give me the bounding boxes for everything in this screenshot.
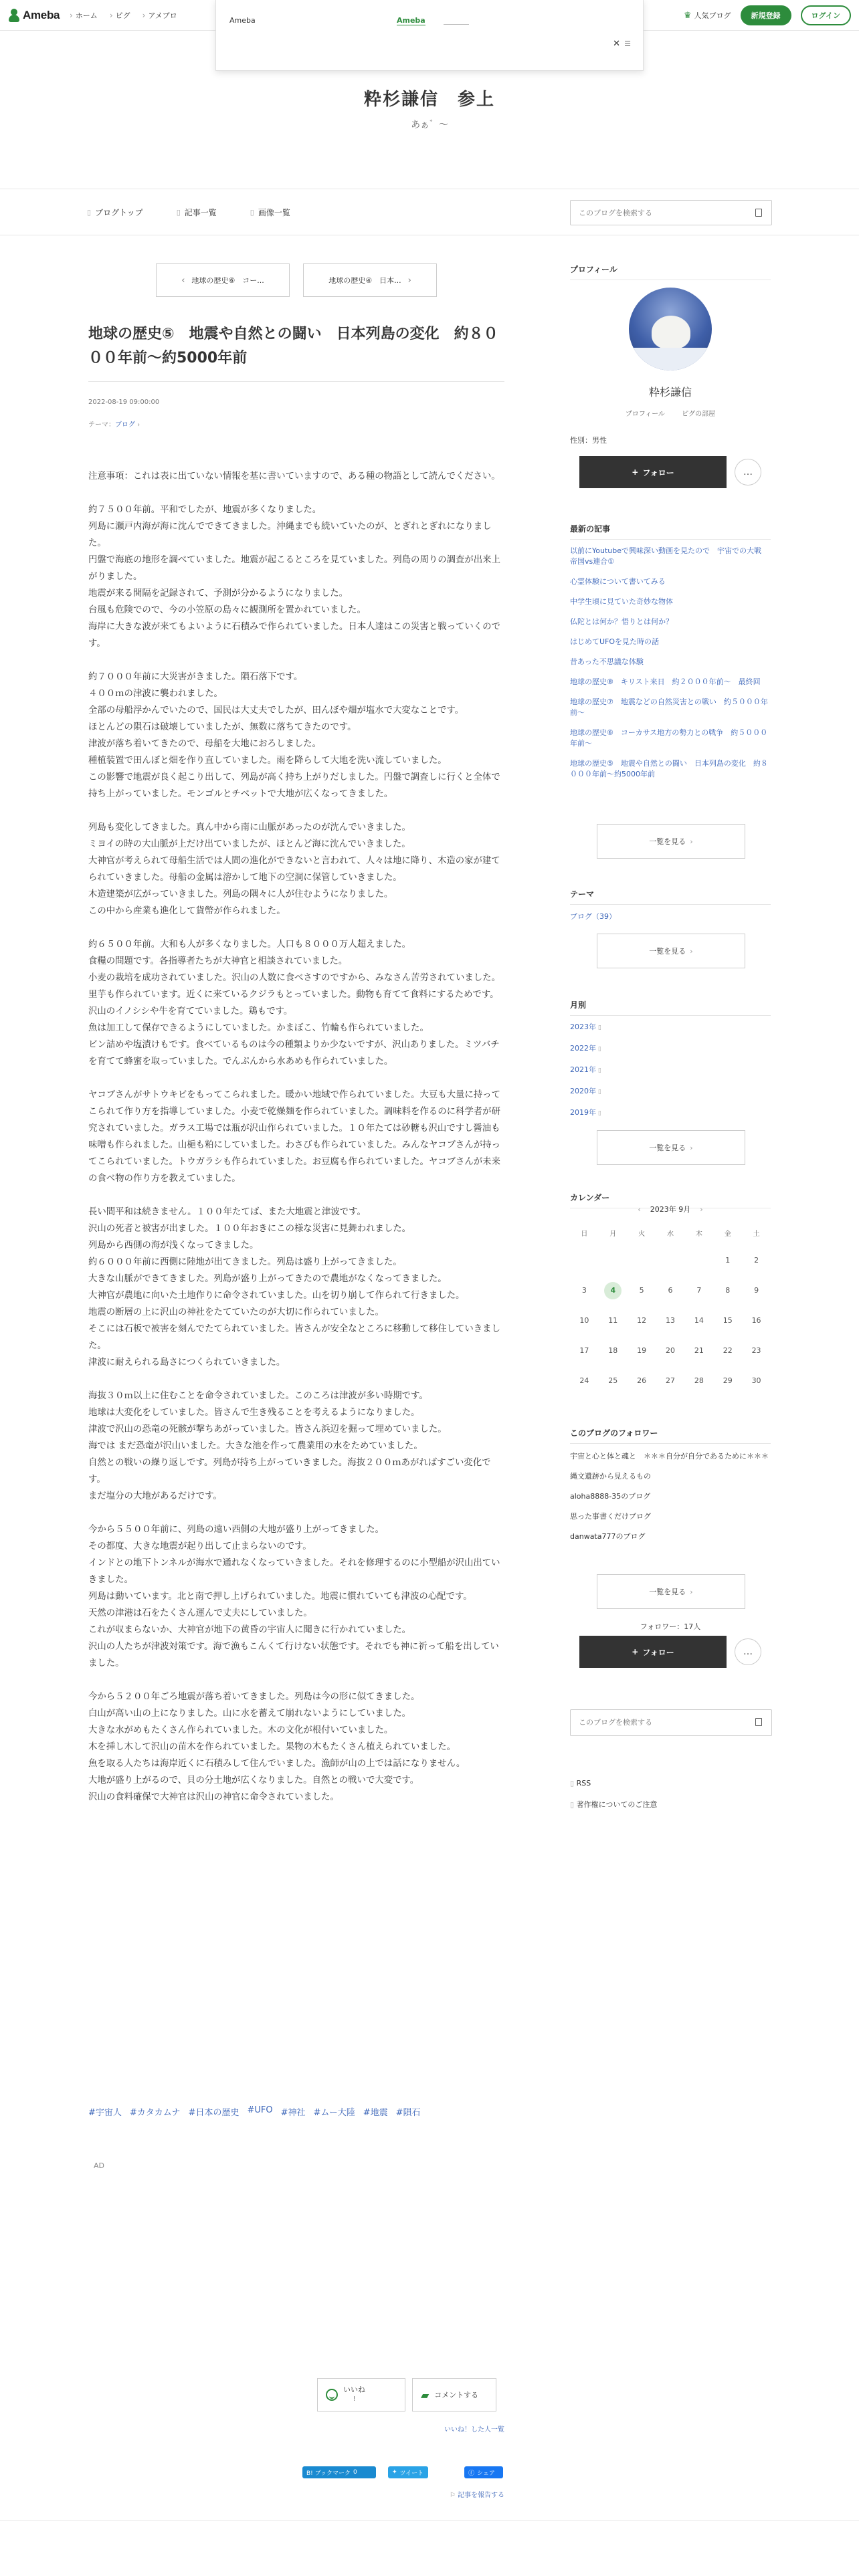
- calendar-weekday: 土: [753, 1230, 760, 1238]
- facebook-icon: ⓕ: [468, 2470, 475, 2477]
- entry-line: この影響で地震が良く起こり出して、列島が高く持ち上がりだしました。円盤で調査しに行くと全体で持ち上がっていました。モンゴルとチベットで大地が広くなってきました。: [88, 772, 500, 799]
- calendar-day-number: 20: [665, 1346, 675, 1355]
- plus-icon: +: [632, 467, 639, 477]
- calendar-day: [684, 1252, 713, 1282]
- calendar-day-number: 28: [694, 1376, 704, 1385]
- entry-line: 地球は大変化をしていました。皆さんで生き残ることを考えるようになりました。: [88, 1408, 420, 1418]
- blog-title[interactable]: 粋杉謙信 参上: [363, 90, 495, 110]
- smile-icon: [326, 2389, 338, 2401]
- ameba-logo-icon: [8, 9, 20, 22]
- entry-line: 種植装置で田んぼと畑を作り直していました。雨を降らして大地を洗い流していました。: [88, 756, 447, 766]
- calendar-day[interactable]: [599, 1372, 628, 1402]
- profile-name[interactable]: 粋杉謙信: [648, 386, 692, 399]
- theme-see-all-button[interactable]: 一覧を見る ›: [597, 934, 745, 968]
- followers-heading: このブログのフォロワー: [570, 1427, 771, 1444]
- hashtag-link[interactable]: #宇宙人: [88, 2108, 122, 2118]
- reaction-bar: [317, 2378, 496, 2411]
- calendar-day[interactable]: [684, 1312, 713, 1342]
- entry-theme: [88, 419, 140, 429]
- like-label: いいね: [343, 2385, 365, 2394]
- entry-line: 沢山の人たちが津波対策です。海で漁もこんくて行けない状態です。それでも神に祈って船を出していました。: [88, 1642, 499, 1669]
- blog-nav: [0, 189, 859, 235]
- recent-entry-link[interactable]: 地球の歴史⑦ 地震などの自然災害との戦い 約５０００年前〜: [570, 697, 768, 717]
- sidebar-search-box: [570, 1709, 772, 1736]
- entry-line: 今から５２００年ごろ地震が落ち着いてきました。列島は今の形に似てきました。: [88, 1692, 420, 1702]
- sidebar-search-input[interactable]: [577, 1711, 745, 1733]
- calendar-day-number: 6: [668, 1286, 673, 1295]
- follow-label: フォロー: [642, 467, 674, 477]
- entry-paragraph: [88, 1689, 504, 1806]
- calendar-day[interactable]: [713, 1252, 742, 1282]
- entry-line: 全部の母船浮かんでいたので、国民は大丈夫でしたが、田んぼや畑が塩水で大変なことです。: [88, 706, 464, 716]
- entry-line: 海岸に大きな波が来てもよいように石積みで作られていました。日本人達はこの災害と戦っていくのです。: [88, 622, 500, 649]
- entry-line: その都度、大きな地震が起り出して止まらないのです。: [88, 1541, 312, 1551]
- calendar-day-number: 29: [723, 1376, 733, 1385]
- monthly-heading: 月別: [570, 999, 771, 1016]
- comment-button[interactable]: [412, 2378, 496, 2411]
- recent-entry-link[interactable]: 昔あった不思議な体験: [570, 657, 644, 666]
- entry-line: 沢山の食料確保で大神官は沢山の神官に命令されていました。: [88, 1792, 339, 1802]
- entry-line: ほとんどの隕石は破壊していましたが、無数に落ちてきたのです。: [88, 722, 357, 732]
- entry-title: 地球の歴史⑤ 地震や自然との闘い 日本列島の変化 約８０００年前〜約5000年前: [88, 326, 498, 366]
- monthly-archive-link[interactable]: 2023年 ▯: [570, 1022, 601, 1043]
- entry-line: 列島から西側の海が浅くなってきました。: [88, 1241, 259, 1251]
- notification-popover: [215, 0, 644, 71]
- calendar-day[interactable]: [742, 1312, 771, 1342]
- calendar-day[interactable]: [742, 1282, 771, 1312]
- entry-line: この中から産業も進化して貨幣が作られました。: [88, 906, 286, 916]
- global-nav-ameblo[interactable]: › アメブロ: [142, 10, 177, 21]
- entry-paragraph: [88, 819, 504, 920]
- calendar-day[interactable]: [713, 1282, 742, 1312]
- entry-line: 大きな山脈ができてきました。列島が盛り上がってきたので農地がなくなってきました。: [88, 1274, 447, 1284]
- entry-line: 注意事項：これは表に出ていない情報を基に書いていますので、ある種の物語として読んでください。: [88, 471, 500, 481]
- follower-link[interactable]: danwata777のブログ: [570, 1532, 646, 1541]
- calendar-day[interactable]: [713, 1372, 742, 1402]
- login-button[interactable]: ログイン: [801, 5, 851, 25]
- calendar-weekday: 日: [581, 1230, 588, 1238]
- calendar-day[interactable]: [628, 1342, 656, 1372]
- blog-search-box: [570, 200, 772, 225]
- entry-line: 木を挿し木して沢山の苗木を作られていました。果物の木もたくさん植えられていました。: [88, 1742, 456, 1752]
- hashtag-link[interactable]: #UFO: [247, 2105, 273, 2115]
- recent-entry-link[interactable]: 心霊体験について書いてみる: [570, 577, 666, 586]
- profile-heading: プロフィール: [570, 263, 771, 280]
- hashtag-link[interactable]: #隕石: [395, 2108, 421, 2118]
- calendar-day-number: 8: [725, 1286, 731, 1295]
- calendar-day-number: 16: [751, 1316, 761, 1325]
- calendar-day[interactable]: [599, 1342, 628, 1372]
- blog-nav-top[interactable]: ▯ ブログトップ: [87, 207, 143, 218]
- comment-icon: ▰: [421, 2388, 430, 2401]
- followers-list: [570, 1451, 771, 1551]
- like-list-link[interactable]: いいね！した人一覧: [444, 2426, 504, 2434]
- follower-link[interactable]: 縄文遺跡から見えるもの: [570, 1472, 651, 1481]
- calendar-title: [570, 1204, 771, 1214]
- global-nav-pigg[interactable]: › ピグ: [110, 10, 130, 21]
- entry-line: 魚を取る人たちは海岸近くに石積みして住んでいました。漁師が山の上では話になりません。: [88, 1759, 466, 1769]
- calendar-day-number: 13: [665, 1316, 675, 1325]
- follow-button[interactable]: [579, 456, 727, 488]
- entry-line: 大神官が農地に向いた土地作りに命令されていました。山を切り崩して作られて行きました。: [88, 1291, 465, 1301]
- entry-line: そこには石板で被害を刻んでたてられていました。皆さんが安全なところに移動して移住していきました。: [88, 1324, 500, 1351]
- blog-search-input[interactable]: [577, 201, 745, 224]
- calendar-day-number: 3: [581, 1286, 587, 1295]
- entry-line: 地震の断層の上に沢山の神社をたてていたのが大切に作られていました。: [88, 1307, 384, 1317]
- calendar-day[interactable]: [628, 1282, 656, 1312]
- hashtag-link[interactable]: #神社: [280, 2108, 306, 2118]
- like-text: [343, 2385, 365, 2404]
- calendar-day[interactable]: [713, 1312, 742, 1342]
- entry-line: 大神官が考えられて母船生活では人間の進化ができないと言われて、人々は地に降り、木造の家が建てられていきました。母船の金属は溶かして地下の空洞に保管していきました。: [88, 856, 500, 883]
- entry-line: 自然との戦いの繰り返しです。列島が持ち上がっていきました。海抜２００ｍあがればすごい変化です。: [88, 1458, 491, 1485]
- entry-line: 約６０００年前に西側に陸地が出てきました。列島は盛り上がってきました。: [88, 1257, 402, 1267]
- facebook-share-button[interactable]: [464, 2466, 503, 2478]
- entry-line: 約６５００年前。大和も人が多くなりました。人口も８０００万人超えました。: [88, 940, 411, 950]
- calendar-day[interactable]: [684, 1342, 713, 1372]
- entry-line: 食糧の問題です。各指導者たちが大神官と相談されていました。: [88, 956, 348, 966]
- recent-see-all-button[interactable]: 一覧を見る ›: [597, 824, 745, 859]
- crown-icon: ♛: [683, 10, 692, 21]
- follow-label: フォロー: [642, 1647, 674, 1657]
- recent-entry-link[interactable]: 以前にYoutubeで興味深い動画を見たので 宇宙での大戦 帝国vs連合①: [570, 546, 769, 566]
- entry-line: 長い間平和は続きません。１００年たてば、また大地震と津波です。: [88, 1207, 366, 1217]
- entry-divider: [88, 381, 504, 382]
- hashtag-link[interactable]: #日本の歴史: [188, 2108, 240, 2118]
- calendar-day: [656, 1252, 685, 1282]
- entry-date: 2022-08-19 09:00:00: [88, 399, 160, 406]
- entry-theme-label: テーマ：: [88, 421, 115, 429]
- tweet-label: ツイート: [399, 2470, 424, 2477]
- calendar-weekday: 金: [724, 1230, 731, 1238]
- entry-line: ヤコブさんがサトウキビをもってこられました。暖かい地域で作られていました。大豆も大量に持ってこられて作り方を指導していました。小麦で乾燥麺を作られていました。調味料を作るのに科学者が研究されていました。ガラス工場では瓶が沢山作られていました。１０年たては砂糖も沢山ですし醤油も味噌も作られました。山梔も粕にしていました。わさびも作られていました。みんなヤコブさんが持ってこられていました。トウガラシも作られていました。お豆腐も作られていました。ヤコブさんが未来の食べ物の作り方を教えていました。: [88, 1090, 500, 1184]
- entry-line: 津波で沢山の恐竜の死骸が撃ちあがっていました。皆さん浜辺を掘って埋めていました。: [88, 1424, 447, 1434]
- calendar-day-number: 2: [754, 1256, 759, 1265]
- prev-entry-button[interactable]: ‹ 地球の歴史⑥ コー...: [156, 263, 290, 297]
- register-button[interactable]: 新規登録: [741, 5, 791, 25]
- calendar-day-number: 12: [637, 1316, 647, 1325]
- global-nav: [70, 10, 177, 21]
- blog-description: あぁ゛〜: [411, 120, 448, 130]
- monthly-archive-link[interactable]: 2020年 ▯: [570, 1086, 601, 1107]
- calendar-day[interactable]: [713, 1342, 742, 1372]
- calendar-day-number: 30: [751, 1376, 761, 1385]
- calendar-month: 2023年 9月: [650, 1205, 691, 1214]
- calendar-weekday: 水: [666, 1230, 674, 1238]
- calendar-day-number: 14: [694, 1316, 704, 1325]
- calendar-grid: [570, 1228, 771, 1402]
- blog-nav-images[interactable]: ▯ 画像一覧: [250, 207, 290, 218]
- global-nav-home[interactable]: › ホーム: [70, 10, 98, 21]
- search-icon[interactable]: [755, 1718, 762, 1726]
- calendar-weekday: 木: [695, 1230, 702, 1238]
- calendar-day-number: 9: [754, 1286, 759, 1295]
- calendar-day-number: 22: [723, 1346, 733, 1355]
- entry-line: 小麦の栽培を成功されていました。沢山の人数に食べさすのですから、みなさん苦労されていました。里芋も作られています。近くに来ているクジラもとっていました。動物も育てて食料にするためです。沢山のイノシシや牛を育てていました。鶏もです。: [88, 973, 500, 1016]
- calendar-next-icon[interactable]: ›: [700, 1205, 703, 1214]
- recent-entry-link[interactable]: 仏陀とは何か？悟りとは何か？: [570, 617, 673, 626]
- calendar-heading: カレンダー: [570, 1192, 771, 1208]
- calendar-day[interactable]: [656, 1312, 685, 1342]
- calendar-weekday: 火: [638, 1230, 646, 1238]
- popover-divider: [444, 24, 469, 25]
- entry-paragraph: [88, 502, 504, 652]
- monthly-see-all-button[interactable]: 一覧を見る ›: [597, 1130, 745, 1165]
- recent-entries-heading: 最新の記事: [570, 523, 771, 540]
- entry-pager: [156, 263, 437, 297]
- entry-line: 円盤で海底の地形を調べていました。地震が起こるところを見ていました。列島の周りの調査が出来上がりました。: [88, 555, 500, 582]
- hashtag-list: [88, 2105, 421, 2118]
- theme-heading: テーマ: [570, 888, 771, 905]
- calendar-day: [628, 1252, 656, 1282]
- calendar-day-number: 5: [639, 1286, 644, 1295]
- entry-line: 海では まだ恐竜が沢山いました。大きな池を作って農業用の水をためていました。: [88, 1441, 423, 1451]
- entry-line: 列島も変化してきました。真ん中から南に山脈があったのが沈んでいきました。: [88, 823, 411, 833]
- like-count: !: [353, 2395, 356, 2403]
- rss-link[interactable]: ▯ RSS: [570, 1779, 591, 1788]
- entry-line: 天然の津港は石をたくさん運んで丈夫にしていました。: [88, 1608, 312, 1618]
- recent-entries-list: [570, 546, 771, 789]
- calendar-day-number: 24: [579, 1376, 589, 1385]
- calendar-day[interactable]: [570, 1342, 599, 1372]
- recent-entry-link[interactable]: 中学生頃に見ていた奇妙な物体: [570, 597, 673, 606]
- popular-blog-label: 人気ブログ: [694, 11, 731, 20]
- calendar-day[interactable]: [628, 1372, 656, 1402]
- follower-link[interactable]: aloha8888-35のブログ: [570, 1492, 651, 1501]
- facebook-label: シェア: [477, 2470, 495, 2477]
- entry-line: これが収まらないか、大神官が地下の黄昏の宇宙人に聞きに行かれていました。: [88, 1625, 411, 1635]
- calendar-day-number: 4: [604, 1282, 622, 1299]
- popover-label: Ameba: [229, 16, 256, 25]
- hashtag-link[interactable]: #地震: [363, 2108, 388, 2118]
- calendar-day-number: 10: [579, 1316, 589, 1325]
- entry-line: 木造建築が広がっていきました。列島の隅々に人が住むようになりました。: [88, 889, 393, 899]
- calendar-day[interactable]: [656, 1342, 685, 1372]
- monthly-archive-link[interactable]: 2021年 ▯: [570, 1065, 601, 1086]
- calendar-day[interactable]: [599, 1282, 628, 1312]
- global-header-actions: [684, 5, 851, 25]
- calendar-day: [599, 1252, 628, 1282]
- entry-paragraph: [88, 936, 504, 1070]
- entry-body: [88, 468, 504, 1822]
- recent-entry-link[interactable]: はじめてUFOを見た時の話: [570, 637, 660, 646]
- hatena-bookmark-button[interactable]: [302, 2466, 376, 2478]
- more-options-button-bottom[interactable]: …: [735, 1638, 761, 1665]
- plus-icon: +: [632, 1647, 639, 1656]
- hashtag-link[interactable]: #ムー大陸: [313, 2108, 355, 2118]
- calendar-day: [570, 1252, 599, 1282]
- like-button[interactable]: [317, 2378, 405, 2411]
- ad-label: AD: [94, 2161, 104, 2170]
- calendar-day-number: 1: [725, 1256, 731, 1265]
- calendar-day[interactable]: [628, 1312, 656, 1342]
- calendar-day[interactable]: [599, 1312, 628, 1342]
- hatena-count: 0: [353, 2469, 357, 2476]
- entry-line: 津波に耐えられる島さにつくられていきました。: [88, 1358, 286, 1368]
- profile-avatar[interactable]: [629, 288, 712, 370]
- entry-paragraph: [88, 669, 504, 802]
- entry-line: 地震が来る間隔を記録されて、予測が分かるようになりました。: [88, 588, 349, 599]
- more-options-button[interactable]: …: [735, 459, 761, 486]
- tweet-button[interactable]: [388, 2466, 428, 2478]
- monthly-archive-list: [570, 1022, 601, 1129]
- calendar-day-number: 26: [637, 1376, 647, 1385]
- entry-line: 大地が盛り上がるので、貝の分土地が広くなりました。自然との戦いで大変です。: [88, 1776, 419, 1786]
- calendar-day[interactable]: [684, 1282, 713, 1312]
- entry-line: 台風も危険でので、今の小笠原の島々に観測所を置かれていました。: [88, 605, 366, 615]
- calendar-day-number: 23: [751, 1346, 761, 1355]
- recent-entry-link[interactable]: 地球の歴史⑧ キリスト来日 約２０００年前〜 最終回: [570, 677, 761, 686]
- calendar-day[interactable]: [570, 1312, 599, 1342]
- entry-paragraph: [88, 1204, 504, 1371]
- popular-blog-link[interactable]: [684, 10, 731, 21]
- calendar-prev-icon[interactable]: ‹: [638, 1205, 641, 1214]
- entry-line: まだ塩分の大地があるだけです。: [88, 1491, 222, 1501]
- profile-link[interactable]: プロフィール: [625, 411, 665, 418]
- calendar-day-number: 21: [694, 1346, 704, 1355]
- calendar-day[interactable]: [742, 1342, 771, 1372]
- entry-paragraph: [88, 1521, 504, 1672]
- entry-line: インドとの地下トンネルが海水で通れなくなっていきました。それを修理するのに小型船が沢山出ていきました。: [88, 1558, 500, 1585]
- ameba-logo-text: Ameba: [23, 9, 60, 21]
- entry-line: 列島に瀬戸内海が海に沈んでできてきました。沖縄までも続いていたのが、とぎれとぎれになりました。: [88, 522, 492, 548]
- entry-line: 海抜３０ｍ以上に住むことを命令されていました。このころは津波が多い時期です。: [88, 1391, 428, 1401]
- calendar-day[interactable]: [656, 1372, 685, 1402]
- hatena-label: B! ブックマーク: [306, 2470, 351, 2477]
- calendar-day-number: 17: [579, 1346, 589, 1355]
- profile-links: [570, 408, 771, 418]
- twitter-bird-icon: ✦: [392, 2469, 397, 2476]
- calendar-day[interactable]: [570, 1282, 599, 1312]
- close-icon[interactable]: ✕: [613, 39, 620, 49]
- report-entry-link[interactable]: ⚐ 記事を報告する: [0, 2489, 504, 2499]
- hashtag-link[interactable]: #カタカムナ: [129, 2108, 181, 2118]
- calendar-day[interactable]: [684, 1372, 713, 1402]
- calendar-day[interactable]: [742, 1252, 771, 1282]
- calendar-weekday: 月: [609, 1230, 617, 1238]
- recent-entry-link[interactable]: 地球の歴史⑥ コーカサス地方の勢力との戦争 約５０００年前〜: [570, 728, 768, 748]
- search-icon[interactable]: [755, 209, 762, 217]
- entry-line: 大きな水がめもたくさん作られていました。木の文化が根付いていました。: [88, 1725, 393, 1735]
- entry-paragraph: [88, 1087, 504, 1187]
- entry-paragraph: [88, 468, 504, 485]
- calendar-day-number: 27: [665, 1376, 675, 1385]
- calendar-day-number: 7: [696, 1286, 702, 1295]
- monthly-archive-link[interactable]: 2019年 ▯: [570, 1107, 601, 1129]
- entry-line: 魚は加工して保存できるようにしていました。かまぼこ、竹輪も作られていました。: [88, 1023, 429, 1033]
- entry-paragraph: [88, 1388, 504, 1505]
- comment-label: コメントする: [434, 2391, 478, 2399]
- entry-line: ミヨイの時の大山脈が上だけ出ていましたが、ほとんど海に沈んでいきました。: [88, 839, 411, 849]
- next-entry-button[interactable]: 地球の歴史④ 日本... ›: [303, 263, 437, 297]
- entry-line: 列島は動いています。北と南で押し上げられていました。地震に慣れていても津波の心配です。: [88, 1592, 472, 1602]
- menu-icon[interactable]: ☰: [624, 39, 631, 48]
- entry-line: 約７５００年前。平和でしたが、地震が多くなりました。: [88, 505, 322, 515]
- entry-line: 津波が落ち着いてきたので、母船を大地におろしました。: [88, 739, 321, 749]
- blog-nav-entries[interactable]: ▯ 記事一覧: [177, 207, 217, 218]
- calendar-day[interactable]: [656, 1282, 685, 1312]
- entry-line: 今から５５００年前に、列島の遠い西側の大地が盛り上がってきました。: [88, 1525, 384, 1535]
- ameba-logo[interactable]: [8, 9, 60, 22]
- theme-item-blog[interactable]: ブログ（39）: [570, 912, 616, 921]
- pigg-room-link[interactable]: ピグの部屋: [682, 411, 716, 418]
- follower-link[interactable]: 宇宙と心と体と魂と ＊＊＊自分が自分であるために＊＊＊: [570, 1452, 769, 1461]
- entry-line: 沢山の死者と被害が出ました。１００年おきにこの様な災害に見舞われました。: [88, 1224, 411, 1234]
- share-bar: [302, 2466, 503, 2478]
- profile-gender: 性別：男性: [570, 436, 607, 445]
- entry-theme-link[interactable]: ブログ ›: [115, 421, 140, 429]
- followers-see-all-button[interactable]: 一覧を見る ›: [597, 1574, 745, 1609]
- entry-line: 白山が高い山の上になりました。山に水を蓄えて崩れないようにしていました。: [88, 1709, 411, 1719]
- entry-line: 約７０００年前に大災害がきました。隕石落下です。: [88, 672, 303, 682]
- follow-button-bottom[interactable]: [579, 1636, 727, 1668]
- follower-link[interactable]: 思った事書くだけブログ: [570, 1512, 651, 1521]
- popover-link[interactable]: Ameba: [397, 16, 425, 25]
- calendar-day-number: 15: [723, 1316, 733, 1325]
- calendar-day[interactable]: [570, 1372, 599, 1402]
- calendar-day-number: 18: [608, 1346, 618, 1355]
- calendar-day-number: 11: [608, 1316, 618, 1325]
- calendar-day[interactable]: [742, 1372, 771, 1402]
- copyright-notice-link[interactable]: ▯ 著作権についてのご注意: [570, 1799, 657, 1810]
- calendar-day-number: 19: [637, 1346, 647, 1355]
- entry-line: ４００ｍの津波に襲われました。: [88, 689, 223, 699]
- follower-count: フォロワー：17人: [640, 1622, 701, 1631]
- entry-line: ビン詰めや塩漬けもです。食べているものは今の種類よりか少ないですが、沢山ありました。ミツバチを育てて蜂蜜を取っていました。でんぷんから水あめも作られていました。: [88, 1040, 500, 1067]
- calendar-day-number: 25: [608, 1376, 618, 1385]
- recent-entry-link[interactable]: 地球の歴史⑤ 地震や自然との闘い 日本列島の変化 約８０００年前〜約5000年前: [570, 759, 768, 778]
- monthly-archive-link[interactable]: 2022年 ▯: [570, 1043, 601, 1065]
